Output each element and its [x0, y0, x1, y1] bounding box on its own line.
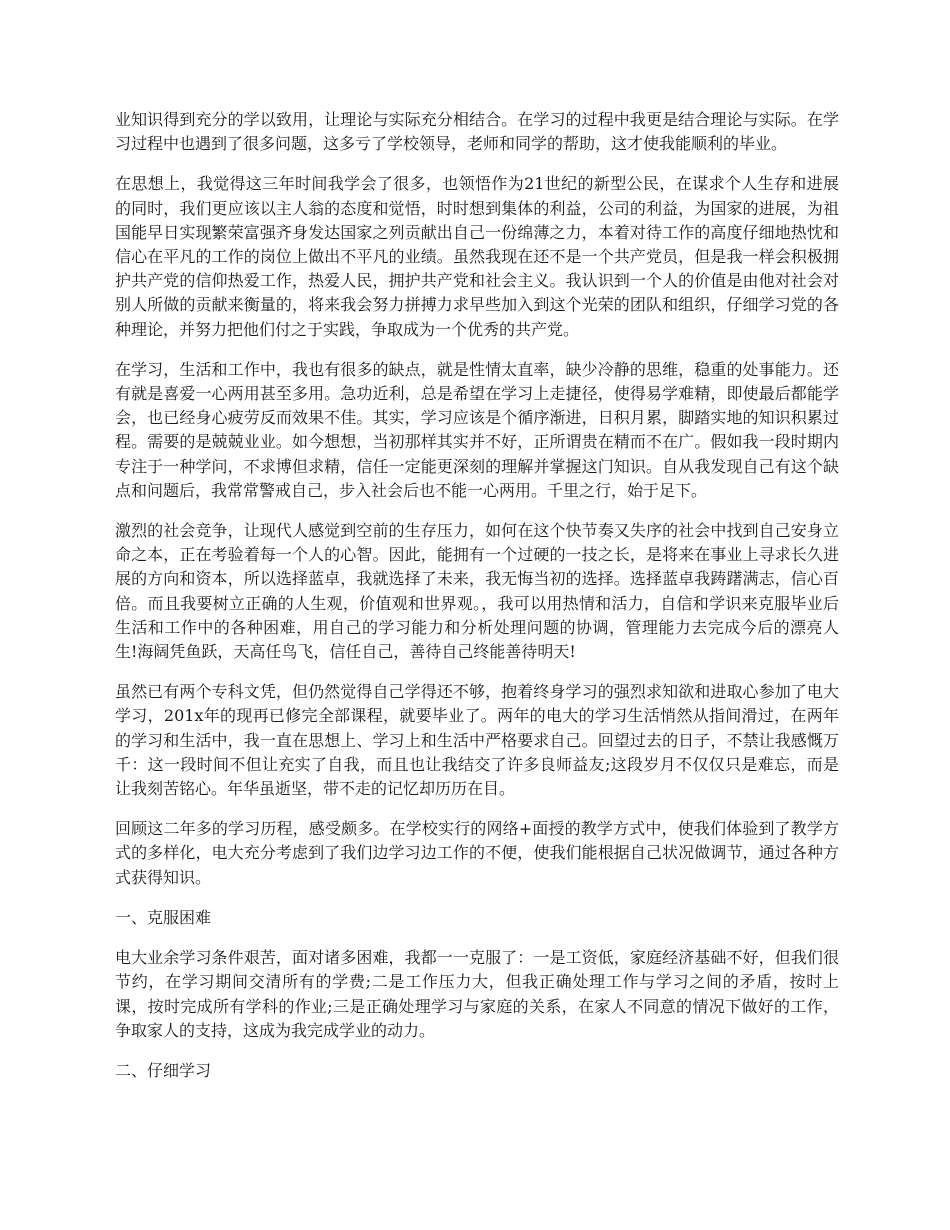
paragraph-5: 虽然已有两个专科文凭，但仍然觉得自己学得还不够，抱着终身学习的强烈求知欲和进取心参加了电大学习，201x年的现再已修完全部课程，就要毕业了。两年的电大的学习生活悄然从指间滑过，在两年的学习和生活中，我一直在思想上、学习上和生活中严格要求自己。回望过去的日子，不禁让我感慨万千：这一段时间不但让充实了自我，而且也让我结交了许多良师益友;这段岁月不仅仅只是难忘，而是让我刻苦铭心。年华虽逝坚，带不走的记忆却历历在目。: [115, 682, 839, 799]
paragraph-4: 激烈的社会竞争，让现代人感觉到空前的生存压力，如何在这个快节奏又失序的社会中找到自己安身立命之本，正在考验着每一个人的心智。因此，能拥有一个过硬的一技之长，是将来在事业上寻求长久进展的方向和资本，所以选择蓝卓，我就选择了未来，我无悔当初的选择。选择蓝卓我踌躇满志，信心百倍。而且我要树立正确的人生观，价值观和世界观。，我可以用热情和活力，自信和学识来克服毕业后生活和工作中的各种困难，用自己的学习能力和分析处理问题的协调，管理能力去完成今后的漂亮人生!海阔凭鱼跃，天高任鸟飞，信任自己，善待自己终能善待明天!: [115, 521, 839, 662]
document-body: [115, 108, 839, 1099]
section-heading-overcome-difficulties: 一、克服困难: [115, 907, 212, 927]
paragraph-3: 在学习，生活和工作中，我也有很多的缺点，就是性情太直率，缺少冷静的思维，稳重的处事能力。还有就是喜爱一心两用甚至多用。急功近利，总是希望在学习上走捷径，使得易学难精，即使最后都能学会，也已经身心疲劳反而效果不佳。其实，学习应该是个循序渐进，日积月累，脚踏实地的知识积累过程。需要的是兢兢业业。如今想想，当初那样其实并不好，正所谓贵在精而不在广。假如我一段时期内专注于一种学问，不求博但求精，信任一定能更深刻的理解并掌握这门知识。自从我发现自己有这个缺点和问题后，我常常警戒自己，步入社会后也不能一心两用。千里之行，始于足下。: [115, 359, 839, 500]
paragraph-6: 回顾这二年多的学习历程，感受颇多。在学校实行的网络+面授的教学方式中，使我们体验到了教学方式的多样化，电大充分考虑到了我们边学习边工作的不便，使我们能根据自己状况做调节，通过各种方式获得知识。: [115, 819, 839, 887]
paragraph-2: 在思想上，我觉得这三年时间我学会了很多，也领悟作为21世纪的新型公民，在谋求个人生存和进展的同时，我们更应该以主人翁的态度和觉悟，时时想到集体的利益，公司的利益，为国家的进展，为祖国能早日实现繁荣富强齐身发达国家之列贡献出自己一份绵薄之力，本着对待工作的高度仔细地热忱和信心在平凡的工作的岗位上做出不平凡的业绩。虽然我现在还不是一个共产党员，但是我一样会积极拥护共产党的信仰热爱工作，热爱人民，拥护共产党和社会主义。我认识到一个人的价值是由他对社会对别人所做的贡献来衡量的，将来我会努力拼搏力求早些加入到这个光荣的团队和组织，仔细学习党的各种理论，并努力把他们付之于实践，争取成为一个优秀的共产党。: [115, 174, 839, 339]
section-heading-careful-study: 二、仔细学习: [115, 1060, 212, 1080]
paragraph-7: 电大业余学习条件艰苦，面对诸多困难，我都一一克服了：一是工资低，家庭经济基础不好，但我们很节约，在学习期间交清所有的学费;二是工作压力大，但我正确处理工作与学习之间的矛盾，按时上课，按时完成所有学科的作业;三是正确处理学习与家庭的关系，在家人不同意的情况下做好的工作，争取家人的支持，这成为我完成学业的动力。: [115, 948, 839, 1040]
paragraph-1: 业知识得到充分的学以致用，让理论与实际充分相结合。在学习的过程中我更是结合理论与实际。在学习过程中也遇到了很多问题，这多亏了学校领导，老师和同学的帮助，这才使我能顺利的毕业。: [115, 110, 839, 154]
